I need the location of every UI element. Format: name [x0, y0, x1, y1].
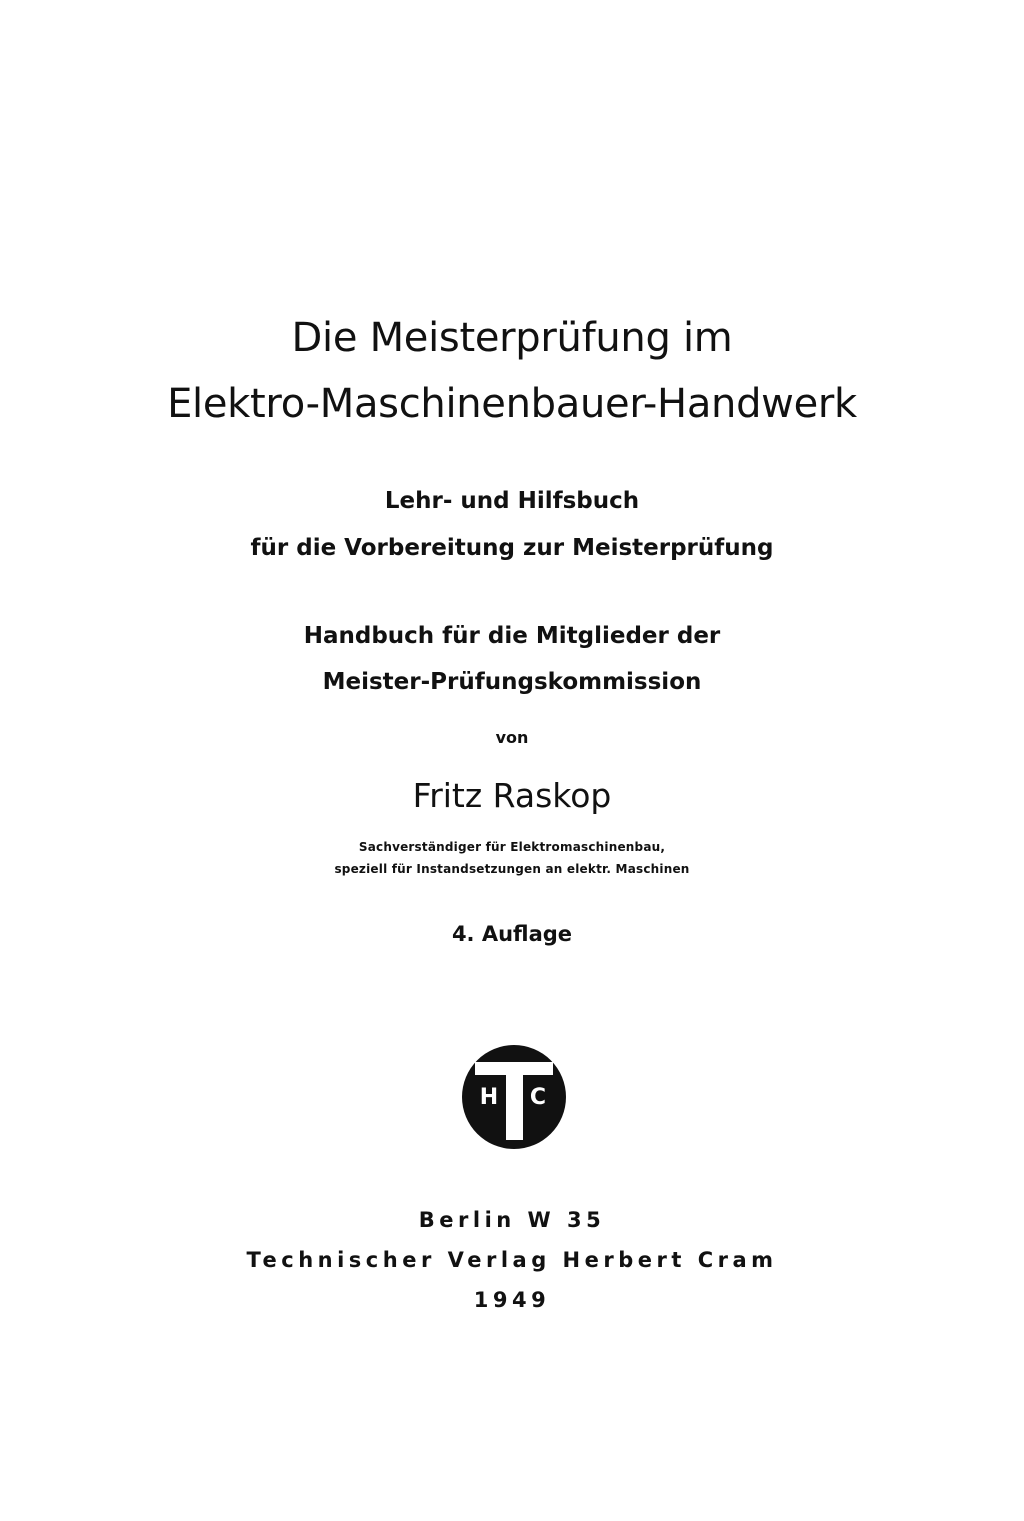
- handbook-line-1: Handbuch für die Mitglieder der: [303, 623, 721, 649]
- book-title-line-1: Die Meisterprüfung im: [291, 315, 733, 361]
- book-title-line-2: Elektro-Maschinenbauer-Handwerk: [167, 381, 857, 427]
- logo-t-stem: [506, 1062, 523, 1140]
- author-credential-1: Sachverständiger für Elektromaschinenbau,: [358, 840, 666, 854]
- logo-letter-c: C: [529, 1085, 547, 1110]
- subtitle-line-2: für die Vorbereitung zur Meisterprüfung: [250, 535, 774, 561]
- imprint-year: 1949: [473, 1288, 551, 1312]
- publisher-logo: [461, 1044, 567, 1150]
- imprint-publisher: Technischer Verlag Herbert Cram: [246, 1248, 778, 1272]
- edition: 4. Auflage: [451, 922, 573, 946]
- imprint-city: Berlin W 35: [418, 1208, 606, 1232]
- author-credential-2: speziell für Instandsetzungen an elektr. Maschinen: [334, 862, 690, 876]
- logo-letter-h: H: [479, 1085, 499, 1110]
- subtitle-line-1: Lehr- und Hilfsbuch: [384, 488, 640, 514]
- byline: von: [495, 728, 529, 747]
- handbook-line-2: Meister-Prüfungskommission: [322, 669, 702, 695]
- author-name: Fritz Raskop: [412, 776, 612, 815]
